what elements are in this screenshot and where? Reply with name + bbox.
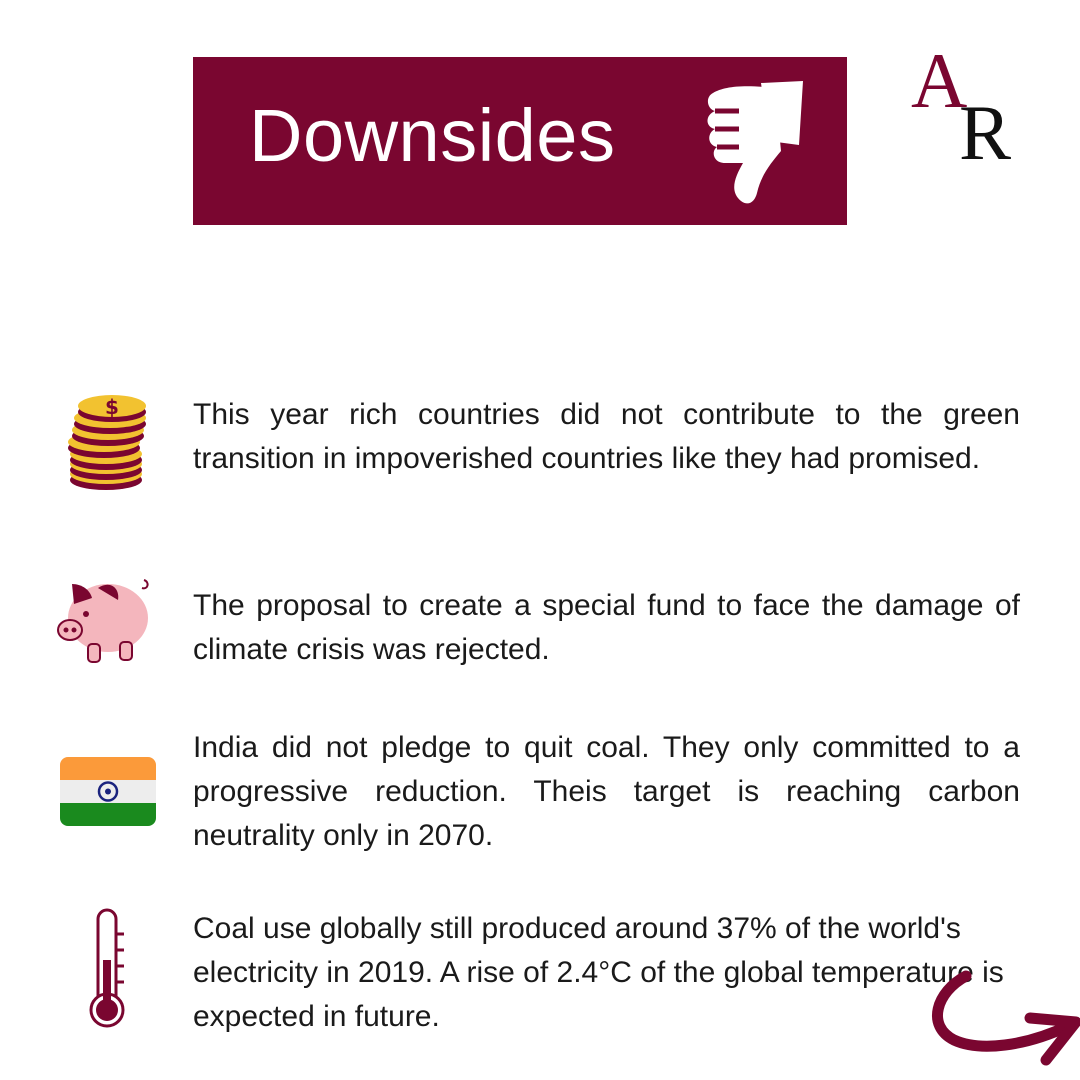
thermometer-icon (86, 908, 132, 1030)
brand-logo (905, 37, 1025, 177)
downside-item-3: India did not pledge to quit coal. They only committed to a progressive reduction. Theis target is reaching carbon neutrality only in 2070. (193, 731, 1020, 852)
piggy-bank-icon (54, 570, 154, 670)
downside-item-2: The proposal to create a special fund to face the damage of climate crisis was rejected. (193, 589, 1020, 666)
page-title: Downsides (249, 94, 616, 177)
downside-item-1: This year rich countries did not contribute to the green transition in impoverished countries like they had promised. (193, 398, 1020, 475)
coins-icon (66, 392, 150, 496)
curved-arrow-right-icon[interactable] (930, 970, 1080, 1070)
svg-text:$: $ (105, 395, 119, 419)
logo-letter-a: A (911, 37, 968, 124)
title-banner (193, 57, 847, 225)
india-flag-icon (60, 757, 156, 826)
thumbs-down-icon (699, 79, 809, 207)
downside-item-4: Coal use globally still produced around 37% of the world's electricity in 2019. A rise of 2.4°C of the global temperature is expected in future. (193, 912, 1004, 1033)
logo-letter-r: R (959, 89, 1012, 176)
